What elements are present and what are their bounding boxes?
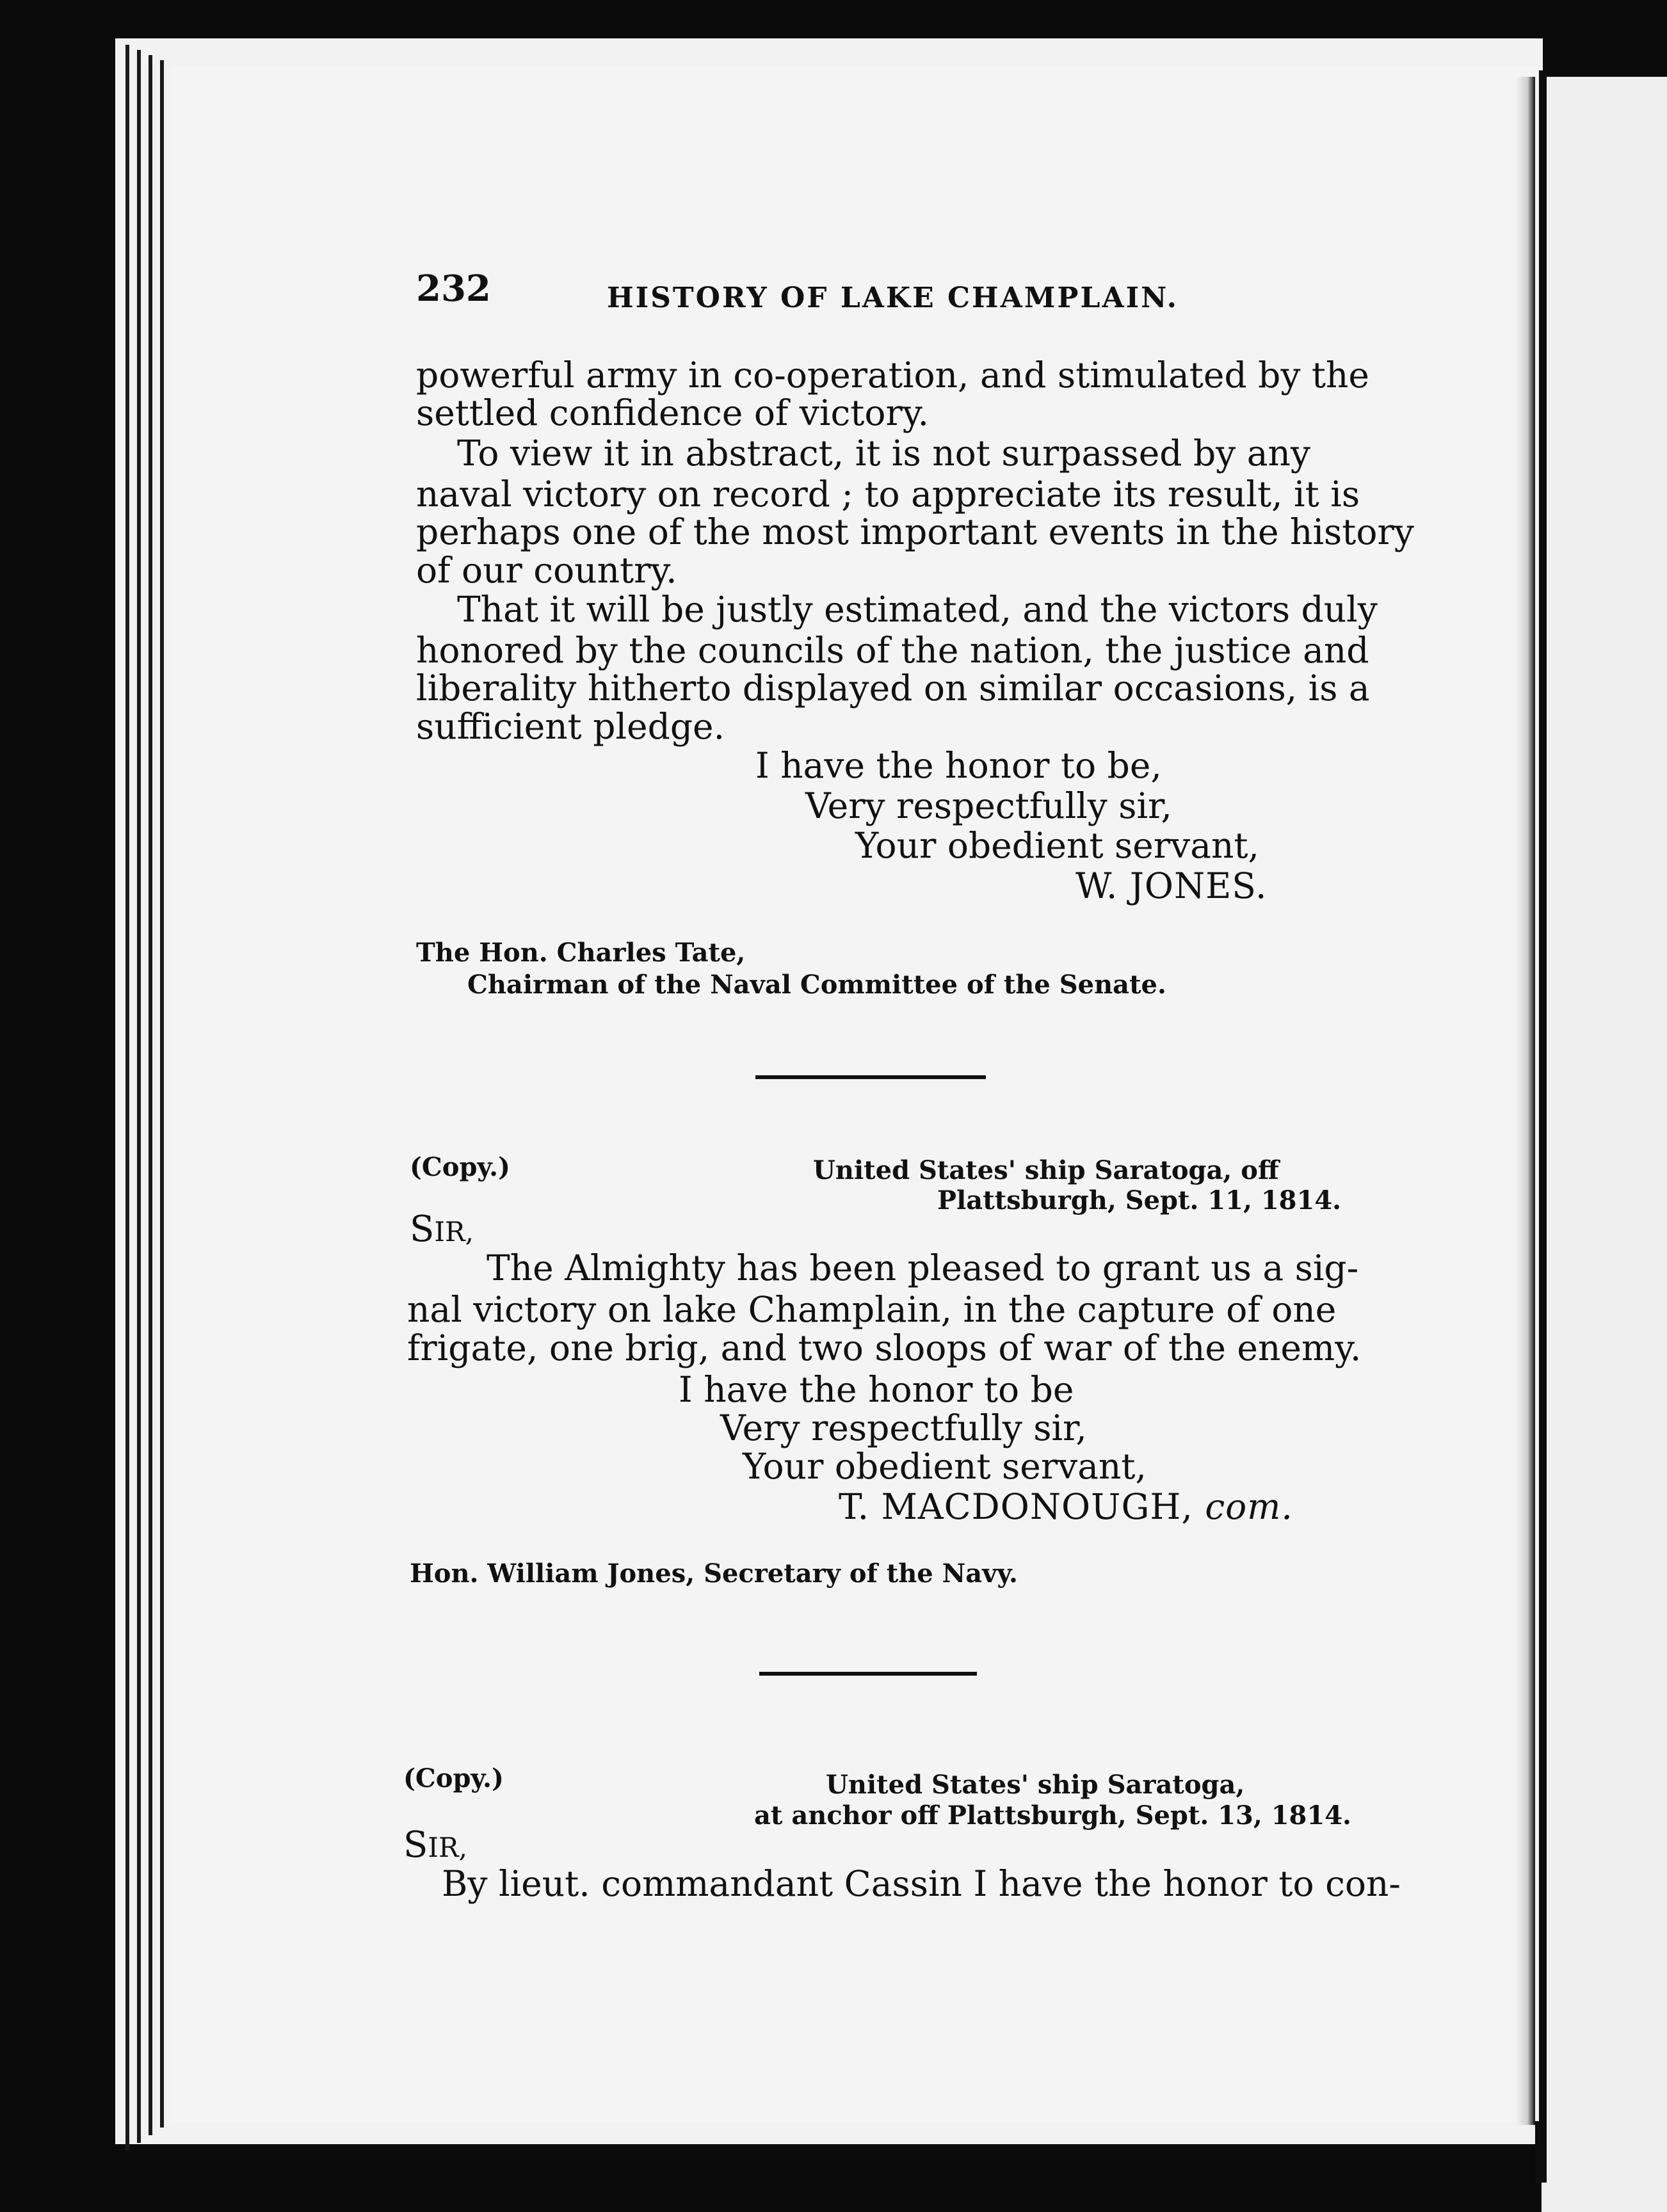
salutation-rest: IR, (428, 1832, 467, 1863)
copy-label: (Copy.) (410, 1152, 510, 1182)
facing-page-strip (1542, 77, 1667, 2212)
signature: W. JONES. (1075, 865, 1268, 906)
closing-line: Your obedient servant, (743, 1446, 1147, 1487)
closing-line: Very respectfully sir, (720, 1407, 1087, 1448)
body-line: of our country. (416, 550, 677, 591)
address-line: Chairman of the Naval Committee of the Senate. (467, 970, 1166, 1000)
body-line: frigate, one brig, and two sloops of war of the enemy. (407, 1327, 1362, 1368)
page-edge-line-1 (125, 45, 129, 2151)
signature-name: T. MACDONOUGH, (839, 1486, 1193, 1527)
body-line: liberality hitherto displayed on similar occasions, is a (416, 668, 1370, 709)
dateline: Plattsburgh, Sept. 11, 1814. (937, 1185, 1342, 1215)
section-divider (755, 1075, 986, 1079)
closing-line: Very respectfully sir, (805, 785, 1172, 826)
signature (839, 1486, 1293, 1527)
copy-label: (Copy.) (403, 1763, 504, 1793)
closing-line: Your obedient servant, (855, 825, 1259, 866)
page-edge-line-2 (137, 50, 141, 2143)
dateline: at anchor off Plattsburgh, Sept. 13, 1814. (754, 1800, 1351, 1831)
body-line: The Almighty has been pleased to grant us a sig- (487, 1247, 1359, 1288)
salutation-rest: IR, (434, 1216, 474, 1247)
salutation (403, 1824, 467, 1866)
closing-line: I have the honor to be (679, 1369, 1074, 1410)
page-edge-line-4 (160, 60, 164, 2128)
body-line: To view it in abstract, it is not surpassed by any (457, 433, 1310, 474)
dateline: United States' ship Saratoga, (826, 1770, 1245, 1800)
body-line: That it will be justly estimated, and the victors duly (457, 589, 1378, 630)
closing-line: I have the honor to be, (755, 745, 1162, 786)
body-line: sufficient pledge. (416, 706, 725, 747)
section-divider (759, 1672, 977, 1676)
address-line: Hon. William Jones, Secretary of the Navy. (410, 1559, 1018, 1589)
page-fold-shadow (1516, 77, 1535, 2125)
salutation-initial: S (410, 1208, 435, 1250)
page-number: 232 (416, 268, 491, 310)
dateline: United States' ship Saratoga, off (813, 1155, 1279, 1185)
body-line: naval victory on record ; to appreciate its result, it is (416, 474, 1360, 515)
body-line: By lieut. commandant Cassin I have the honor to con- (442, 1863, 1401, 1904)
body-line: nal victory on lake Champlain, in the capture of one (407, 1289, 1337, 1330)
page-edge-line-3 (149, 55, 152, 2135)
body-line: powerful army in co-operation, and stimulated by the (416, 355, 1369, 396)
address-line: The Hon. Charles Tate, (416, 938, 746, 968)
body-line: settled confidence of victory. (416, 392, 930, 433)
running-title: HISTORY OF LAKE CHAMPLAIN. (607, 282, 1179, 314)
body-line: perhaps one of the most important events in the history (416, 511, 1414, 552)
signature-title: com. (1205, 1486, 1293, 1527)
salutation-initial: S (403, 1824, 428, 1866)
body-line: honored by the councils of the nation, the justice and (416, 630, 1369, 671)
salutation (410, 1208, 474, 1250)
